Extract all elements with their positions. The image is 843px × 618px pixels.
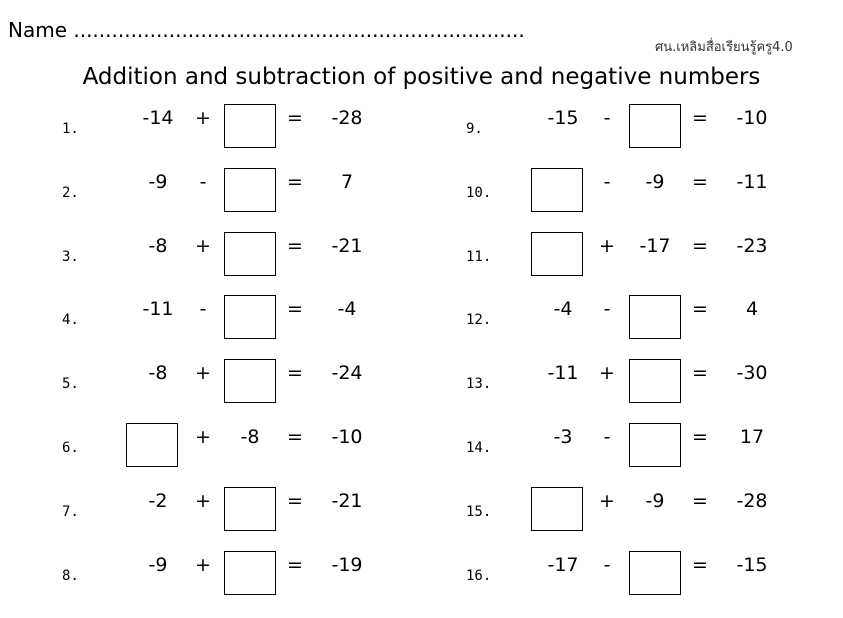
operator-sign: + xyxy=(195,234,211,257)
result-value: -24 xyxy=(331,362,363,385)
worksheet-title: Addition and subtraction of positive and negative numbers xyxy=(82,64,761,90)
operand-a: -11 xyxy=(142,298,174,321)
operand-a: -17 xyxy=(547,553,579,576)
problem-number: 8. xyxy=(62,567,79,584)
result-value: -21 xyxy=(331,234,363,257)
problem-number: 5. xyxy=(62,376,79,393)
equals-sign: = xyxy=(692,107,708,129)
answer-box[interactable] xyxy=(629,359,681,403)
equals-sign: = xyxy=(287,362,303,385)
answer-box[interactable] xyxy=(224,104,276,148)
problem-number: 9. xyxy=(466,121,483,137)
problem-number: 4. xyxy=(62,312,79,329)
operand-a: -9 xyxy=(148,170,168,193)
problem-number: 12. xyxy=(466,312,492,329)
result-value: -19 xyxy=(331,553,363,576)
equals-sign: = xyxy=(692,426,708,448)
result-value: 17 xyxy=(739,426,765,448)
operand-a: -2 xyxy=(148,489,168,512)
answer-box[interactable] xyxy=(224,359,276,403)
operator-sign: - xyxy=(199,170,207,193)
equals-sign: = xyxy=(287,426,303,448)
operand-a: -3 xyxy=(553,426,573,448)
answer-box[interactable] xyxy=(126,423,178,467)
result-value: -30 xyxy=(736,362,768,385)
equals-sign: = xyxy=(287,170,303,193)
problem-number: 13. xyxy=(466,376,492,393)
operator-sign: - xyxy=(603,298,611,321)
equals-sign: = xyxy=(287,107,303,129)
operator-sign: - xyxy=(603,107,611,129)
problem-number: 1. xyxy=(62,121,79,137)
problem-number: 7. xyxy=(62,503,79,520)
operator-sign: - xyxy=(603,553,611,576)
equals-sign: = xyxy=(692,170,708,193)
answer-box[interactable] xyxy=(629,551,681,595)
equals-sign: = xyxy=(287,234,303,257)
operator-sign: - xyxy=(603,426,611,448)
problem-number: 6. xyxy=(62,440,79,456)
result-value: -11 xyxy=(736,170,768,193)
problem-number: 2. xyxy=(62,184,79,201)
operator-sign: + xyxy=(195,426,211,448)
operator-sign: + xyxy=(195,107,211,129)
operand-b: -9 xyxy=(645,170,665,193)
answer-box[interactable] xyxy=(531,487,583,531)
result-value: -10 xyxy=(331,426,363,448)
operand-b: -8 xyxy=(240,426,260,448)
operator-sign: + xyxy=(195,362,211,385)
answer-box[interactable] xyxy=(531,168,583,212)
answer-box[interactable] xyxy=(629,423,681,467)
problem-number: 10. xyxy=(466,184,492,201)
equals-sign: = xyxy=(287,298,303,321)
operand-a: -8 xyxy=(148,362,168,385)
equals-sign: = xyxy=(287,489,303,512)
result-value: -15 xyxy=(736,553,768,576)
operand-a: -11 xyxy=(547,362,579,385)
answer-box[interactable] xyxy=(629,104,681,148)
result-value: 4 xyxy=(745,298,759,321)
result-value: 7 xyxy=(340,170,354,193)
operator-sign: + xyxy=(599,234,615,257)
result-value: -4 xyxy=(337,298,357,321)
operand-a: -14 xyxy=(142,107,174,129)
problem-number: 16. xyxy=(466,567,492,584)
answer-box[interactable] xyxy=(224,232,276,276)
answer-box[interactable] xyxy=(224,295,276,339)
operand-b: -17 xyxy=(639,234,671,257)
equals-sign: = xyxy=(692,298,708,321)
operand-a: -15 xyxy=(547,107,579,129)
operator-sign: + xyxy=(599,362,615,385)
answer-box[interactable] xyxy=(629,295,681,339)
answer-box[interactable] xyxy=(224,487,276,531)
operand-a: -9 xyxy=(148,553,168,576)
result-value: -28 xyxy=(736,489,768,512)
operator-sign: - xyxy=(603,170,611,193)
problem-number: 11. xyxy=(466,248,492,265)
operator-sign: + xyxy=(195,489,211,512)
equals-sign: = xyxy=(692,553,708,576)
operand-a: -8 xyxy=(148,234,168,257)
operator-sign: - xyxy=(199,298,207,321)
equals-sign: = xyxy=(692,489,708,512)
operator-sign: + xyxy=(599,489,615,512)
equals-sign: = xyxy=(692,362,708,385)
operator-sign: + xyxy=(195,553,211,576)
result-value: -10 xyxy=(736,107,768,129)
equals-sign: = xyxy=(692,234,708,257)
result-value: -28 xyxy=(331,107,363,129)
equals-sign: = xyxy=(287,553,303,576)
credit-text: ศน.เหลิมสื่อเรียนรู้ครู4.0 xyxy=(655,40,793,55)
answer-box[interactable] xyxy=(224,168,276,212)
answer-box[interactable] xyxy=(531,232,583,276)
problem-number: 3. xyxy=(62,248,79,265)
operand-a: -4 xyxy=(553,298,573,321)
name-line[interactable]: Name ....................................................................... xyxy=(8,18,525,42)
result-value: -21 xyxy=(331,489,363,512)
result-value: -23 xyxy=(736,234,768,257)
answer-box[interactable] xyxy=(224,551,276,595)
operand-b: -9 xyxy=(645,489,665,512)
problem-number: 14. xyxy=(466,440,492,456)
problem-number: 15. xyxy=(466,503,492,520)
